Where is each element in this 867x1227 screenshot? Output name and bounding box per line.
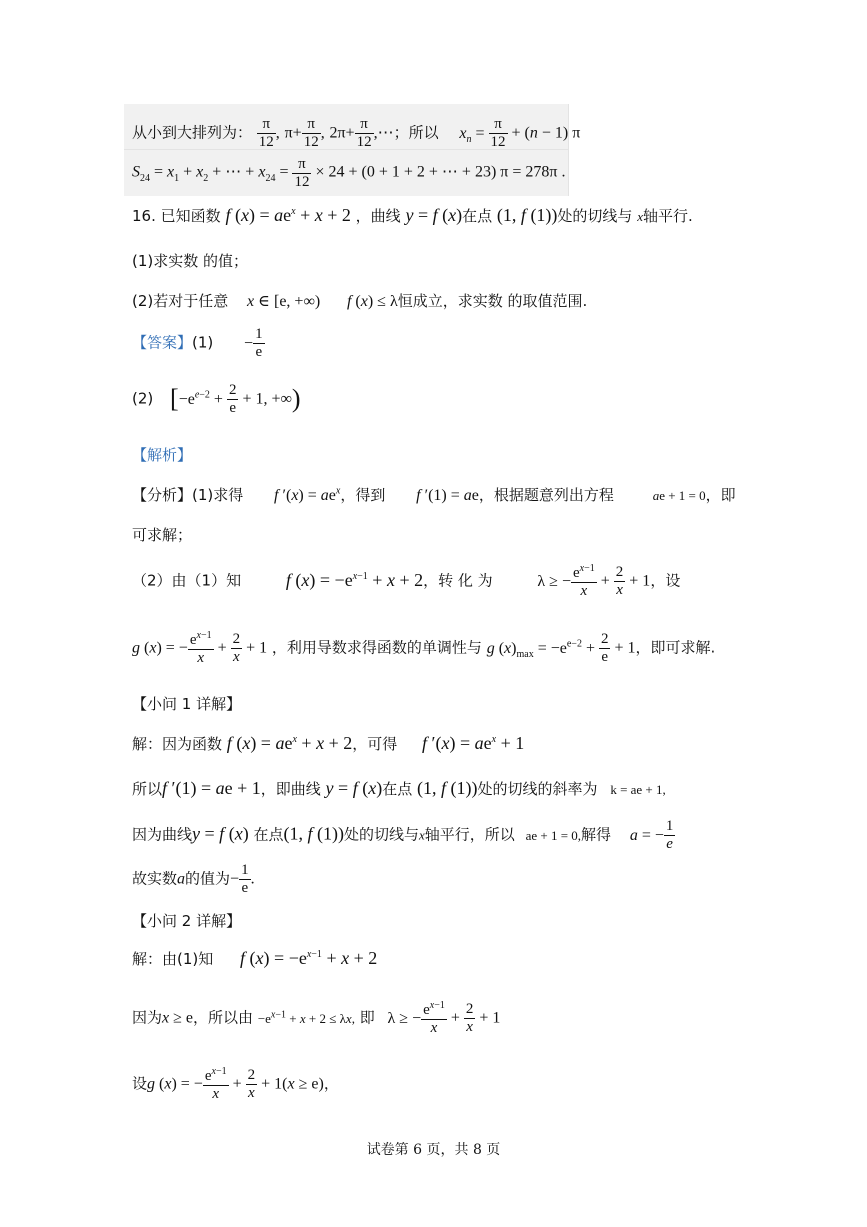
problem-stem: 16. 已知函数 f $(x) = ae^x + x + 2$ ，曲线 y = f (x)在点 (1, f (1))处的切线与 x轴平行. xyxy=(132,205,693,225)
d2-l1-a: 解：由(1)知 xyxy=(132,950,214,968)
d1-l1-a: 解：因为函数 xyxy=(132,735,223,753)
detail1-line2: 所以f ′(1) = ae + 1，即曲线 y = f (x)在点 (1, f (1))处的切线的斜率为 k = ae + 1, xyxy=(132,778,666,798)
answer-part2: (2) xyxy=(132,389,154,408)
d1-l4-var: a xyxy=(177,870,186,888)
p2-c: ，设 xyxy=(650,571,681,590)
box-line1: 从小到大排列为： $\frac{\pi}{12}$ , π+ $\frac{\pi}{12}$ , 2π+ $\frac{\pi}{12}$ ,⋯；所以 $x_n$ = $\frac{\pi}{12}$ + (n − 1) π xyxy=(132,116,581,150)
d1-l3-x: x xyxy=(419,827,425,843)
seq-frac-2: $\frac{\pi}{12}$ xyxy=(303,116,319,150)
answer-row-2: (2) [$-e^{e-2}$ + $\frac{2}{e}$ + 1, +∞) xyxy=(132,382,301,416)
detail1-label: 【小问 1 详解】 xyxy=(132,695,242,713)
detail1-line4: 故实数a的值为− $\frac{1}{e}$ . xyxy=(132,862,255,896)
answer-part1: (1) xyxy=(192,333,214,352)
analysis-line1: 【分析】(1)求得 f $'(x) = ae^x$，得到 f ′(1) = ae，根据题意列出方程 ae + 1 = 0，即 xyxy=(132,485,736,504)
analysis-line2: 可求解； xyxy=(132,526,193,544)
d2-l2-c: 即 xyxy=(359,1008,375,1027)
g-text: ，利用导数求得函数的单调性与 xyxy=(271,638,482,657)
d1-l2-c: 在点 xyxy=(382,780,413,798)
stem-c: 在点 xyxy=(462,207,493,225)
d1-l1-b: ，可得 xyxy=(352,735,398,753)
detail2-label: 【小问 2 详解】 xyxy=(132,912,242,930)
stem-e: 轴平行. xyxy=(643,207,693,225)
detail1-line3: 因为曲线y = f (x) 在点(1, f (1))处的切线与x轴平行，所以 ae + 1 = 0,解得 a = − $\frac{1}{e}$ xyxy=(132,818,674,852)
detail1-line1: 解：因为函数 f $(x) = ae^x + x + 2$，可得 f $'(x) = ae^x + 1$ xyxy=(132,733,525,753)
page-footer: 试卷第 6 页，共 8 页 xyxy=(366,1142,501,1158)
fenxi-c: ，根据题意列出方程 xyxy=(478,486,614,504)
detail2-line2: 因为x ≥ e，所以由 $-e^{x-1} + x + 2 \le \lambda x$, 即 λ ≥ − $\frac{e^{x-1}}{x}$ + $\frac{2}{x}$ + 1 xyxy=(132,1000,501,1036)
box-line1-label: 从小到大排列为： xyxy=(132,123,253,142)
stem-d: 处的切线与 xyxy=(557,207,633,225)
analysis-label: 【解析】 xyxy=(132,446,193,464)
answer-row-1: 【答案】(1) − $\frac{1}{e}$ xyxy=(132,326,263,360)
d2-l3-a: 设 xyxy=(132,1074,148,1093)
detail2-line3: 设g (x) = − $\frac{e^{x-1}}{x}$ + $\frac{2}{x}$ + 1(x ≥ e)， xyxy=(132,1066,339,1102)
seq-frac-1: $\frac{\pi}{12}$ xyxy=(258,116,274,150)
answer1-frac: $\frac{1}{e}$ xyxy=(255,326,263,360)
question-1: (1)求实数 的值； xyxy=(132,252,249,270)
analysis-line4: g (x) = − $\frac{e^{x-1}}{x}$ + $\frac{2}{x}$ + 1 ，利用导数求得函数的单调性与 g $(x)_{max} = -e^{e-2}$ + $\frac{2}{e}$ + 1，即可求解. xyxy=(132,630,716,666)
d1-l3-e: 解得 xyxy=(581,825,612,844)
d1-l2-b: ，即曲线 xyxy=(260,780,321,798)
d1-l3-eq: ae + 1 = 0, xyxy=(525,827,582,843)
d2-l2-a: 因为 xyxy=(132,1008,163,1027)
xn-frac: $\frac{\pi}{12}$ xyxy=(490,116,506,150)
analysis-line3: （2）由（1）知 f $(x) = -e^{x-1} + x + 2$，转 化 为 λ ≥ − $\frac{e^{x-1}}{x}$ + $\frac{2}{x}$ + 1，设 xyxy=(132,563,681,599)
d2-l2-b: ，所以由 xyxy=(193,1008,254,1027)
g-tail: ，即可求解. xyxy=(635,638,716,657)
d1-l2-k: k = ae + 1, xyxy=(610,782,666,797)
stem-a: 已知函数 xyxy=(160,207,221,225)
detail2-line1: 解：由(1)知 f $(x) = -e^{x-1} + x + 2$ xyxy=(132,948,378,968)
box-line1-tail: ；所以 xyxy=(393,123,439,142)
d1-l3-a: 因为曲线 xyxy=(132,825,193,844)
d1-l2-a: 所以 xyxy=(132,780,163,798)
fenxi-b: ，得到 xyxy=(340,486,386,504)
d2-l3-end: ， xyxy=(323,1074,339,1093)
d1-l3-c: 处的切线与 xyxy=(343,825,419,844)
question-2: (2)若对于任意 x ∈ [e, +∞) f (x) ≤ λ恒成立，求实数 的取值范围. xyxy=(132,292,588,310)
d1-l3-b: 在点 xyxy=(253,825,284,844)
problem-number: 16. xyxy=(132,207,156,225)
axis-x: x xyxy=(637,209,643,224)
d1-l4-b: 的值为 xyxy=(185,869,231,888)
p2-b: ，转 化 为 xyxy=(423,571,493,590)
p2-a: （2）由（1）知 xyxy=(132,571,242,590)
d1-l4-a: 故实数 xyxy=(132,869,178,888)
fenxi-a: 【分析】(1)求得 xyxy=(132,486,244,504)
answer-label: 【答案】 xyxy=(132,333,193,352)
fenxi-d: ，即 xyxy=(705,486,736,504)
q2-a: (2)若对于任意 xyxy=(132,292,229,310)
seq-frac-3: $\frac{\pi}{12}$ xyxy=(356,116,372,150)
fx-definition: f $(x) = ae^x + x + 2$ xyxy=(225,205,351,225)
stem-b: ，曲线 xyxy=(355,207,401,225)
box-line2-s24: $S_{24} = x_1 + x_2$ + ⋯ + $x_{24}$ = $\frac{\pi}{12}$ × 24 + (0 + 1 + 2 + ⋯ + 23) π = 278π . xyxy=(132,156,566,190)
d1-l2-d: 处的切线的斜率为 xyxy=(477,780,598,798)
q2-b: 恒成立，求实数 的取值范围. xyxy=(397,292,588,310)
d1-l3-d: 轴平行，所以 xyxy=(424,825,515,844)
